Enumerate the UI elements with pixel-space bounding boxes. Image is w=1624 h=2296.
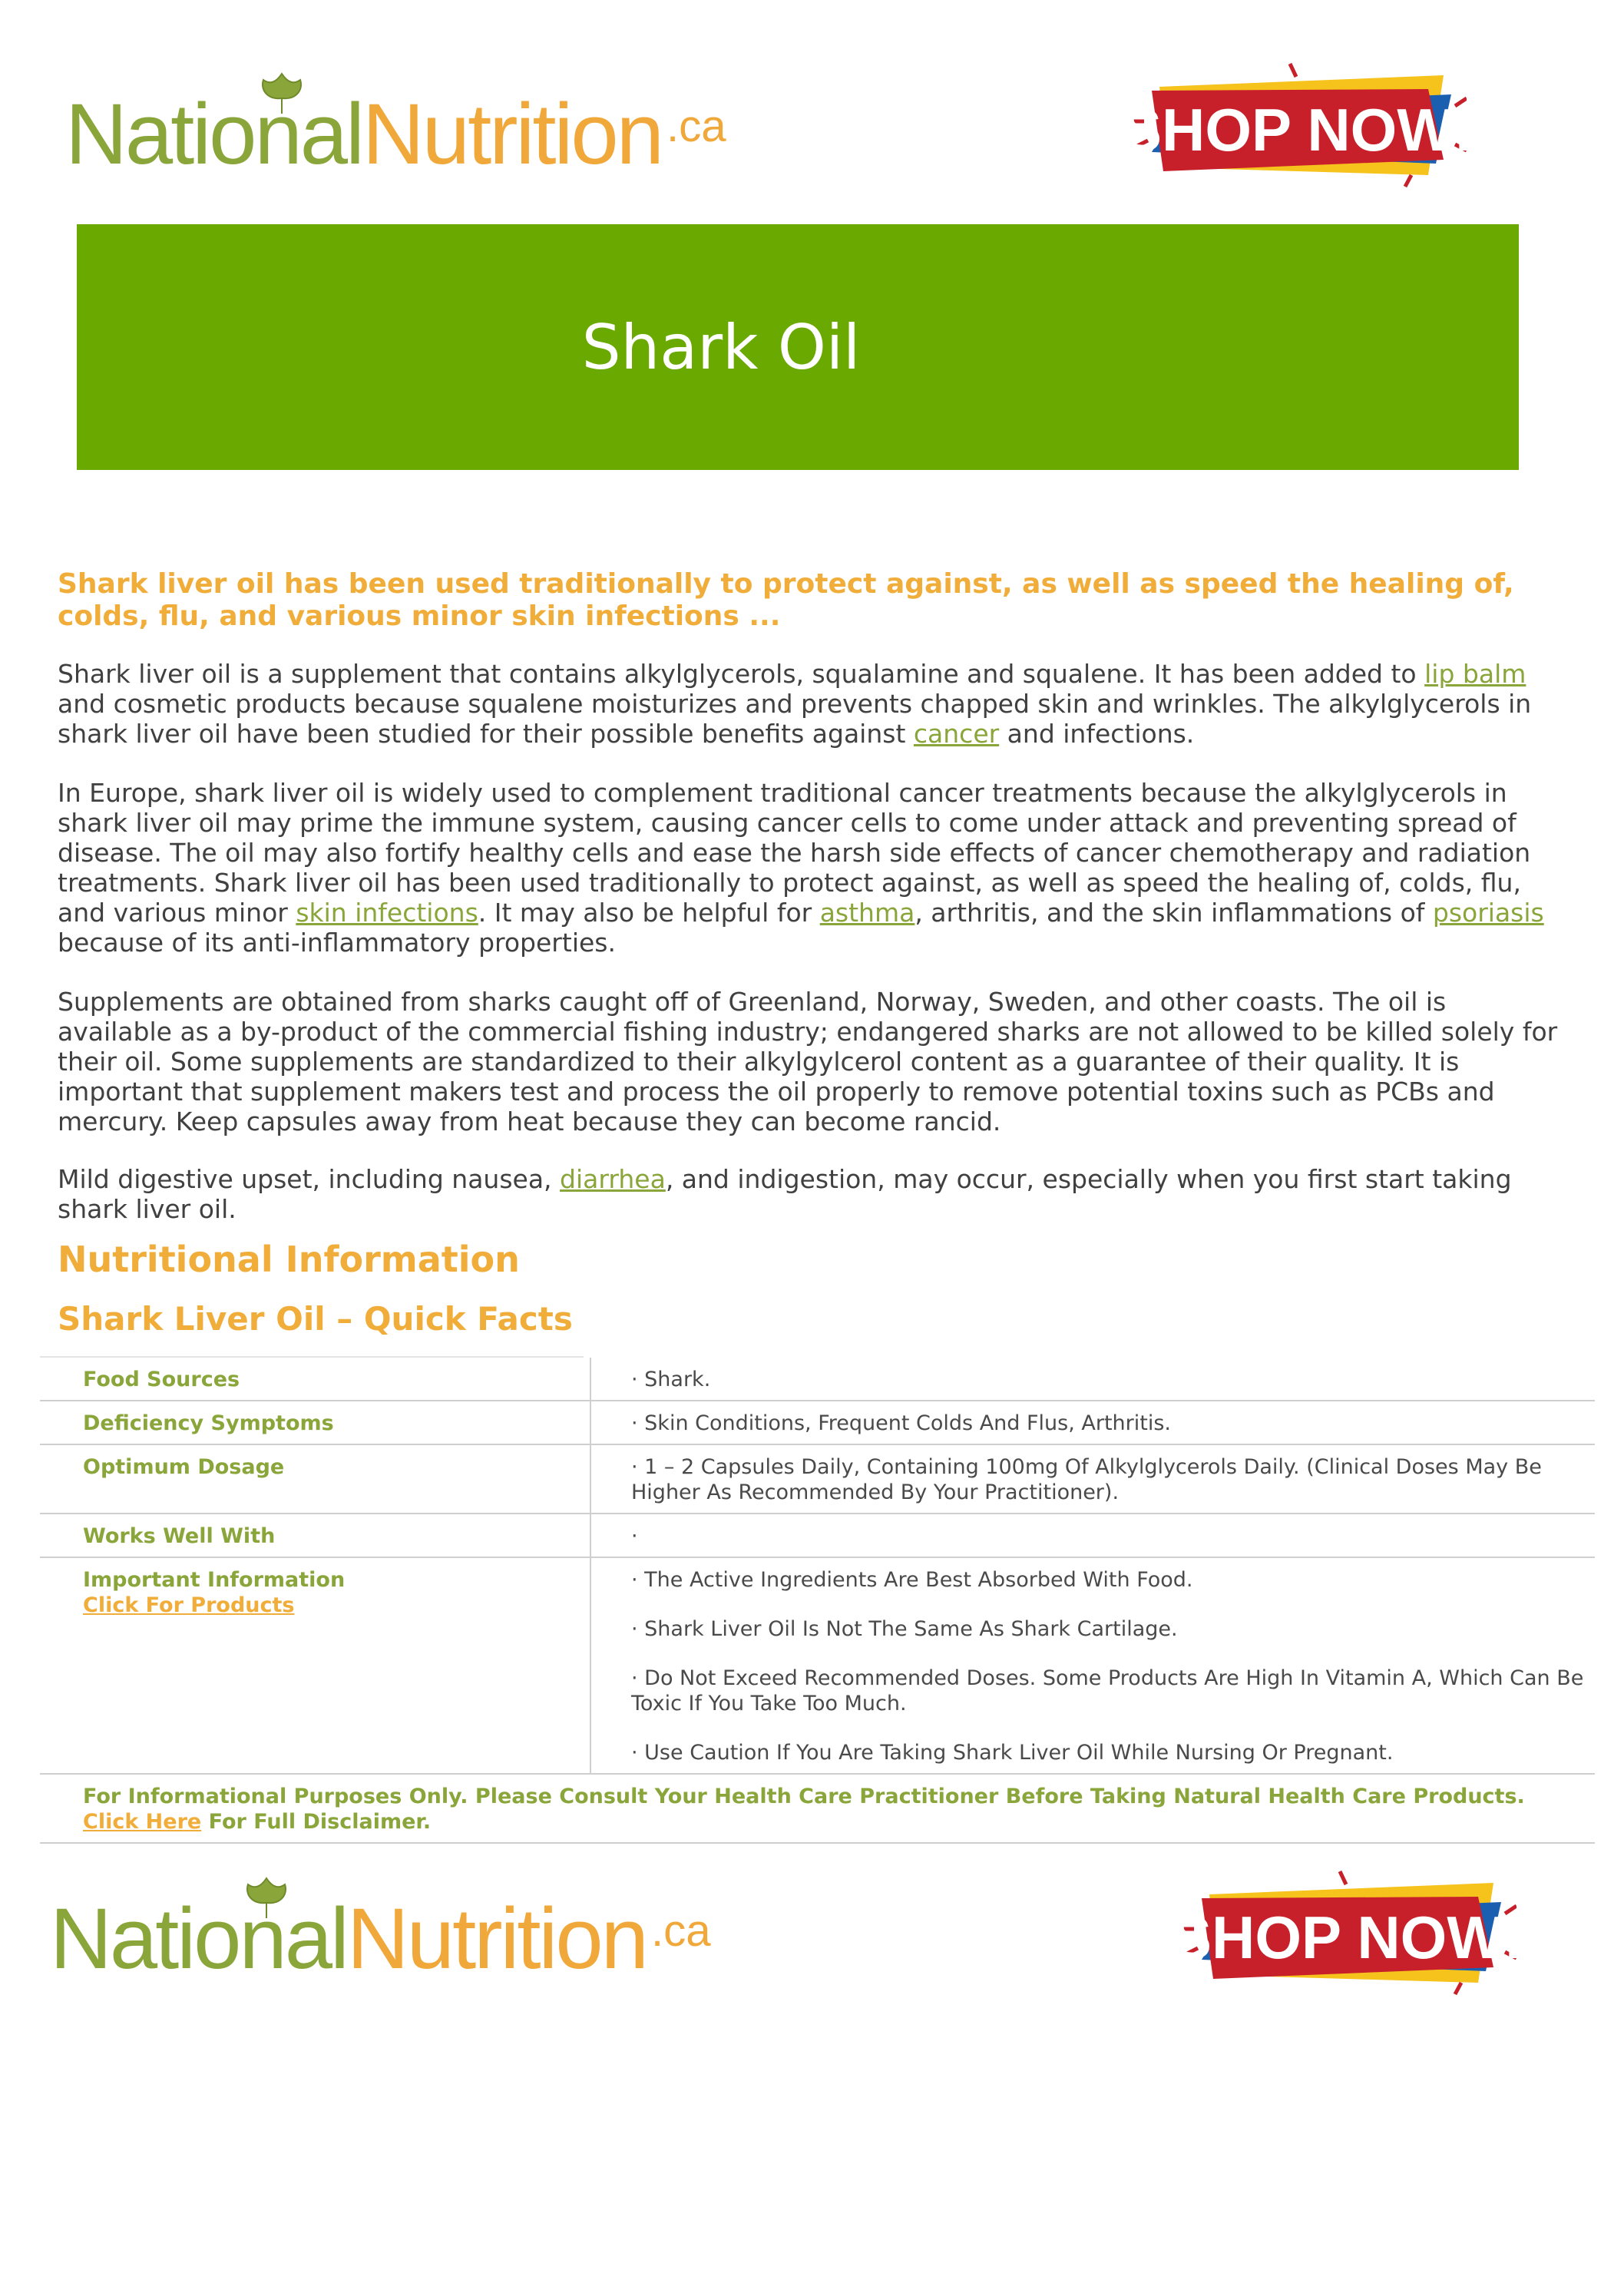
p2-text-d: because of its anti-inflammatory properties.	[58, 928, 616, 958]
logo-bottom[interactable]	[50, 1874, 711, 1989]
p4-text-a: Mild digestive upset, including nausea,	[58, 1164, 561, 1194]
logo-nutrition-text: Nutrition	[346, 1891, 647, 1987]
skin-infections-link[interactable]: skin infections	[296, 898, 478, 928]
p1-text-b: and cosmetic products because squalene moisturizes and prevents chapped skin and wrinkles. The alkylglycerols in shark liver oil have been studied for their possible benefits against	[58, 689, 1532, 749]
quick-facts-heading: Shark Liver Oil – Quick Facts	[58, 1300, 573, 1338]
row-value: · 1 – 2 Capsules Daily, Containing 100mg Of Alkylglycerols Daily. (Clinical Doses May Be Higher As Recommended By Your Practitioner).	[590, 1444, 1595, 1514]
cancer-link[interactable]: cancer	[913, 719, 1000, 749]
logo-national-text: National	[65, 86, 362, 182]
disclaimer-row	[40, 1774, 1595, 1843]
disclaimer	[40, 1774, 1595, 1843]
disclaimer-link[interactable]: Click Here	[83, 1810, 202, 1834]
important-item: · Use Caution If You Are Taking Shark Liver Oil While Nursing Or Pregnant.	[631, 1741, 1394, 1765]
important-item: · The Active Ingredients Are Best Absorbed With Food.	[631, 1568, 1193, 1592]
diarrhea-link[interactable]: diarrhea	[560, 1164, 666, 1194]
table-row	[40, 1557, 1595, 1774]
nutrition-heading: Nutritional Information	[58, 1239, 520, 1280]
logo-top[interactable]	[65, 69, 726, 184]
row-value: · Shark.	[590, 1358, 1595, 1401]
shop-now-badge-icon	[1156, 1868, 1517, 1998]
row-label: Optimum Dosage	[40, 1444, 590, 1514]
p4-text-b: , and indigestion, may occur, especially when you first start taking shark liver oil.	[58, 1164, 1512, 1224]
p2-text-c: , arthritis, and the skin inflammations of	[915, 898, 1433, 928]
psoriasis-link[interactable]: psoriasis	[1432, 898, 1544, 928]
paragraph-2	[58, 778, 1563, 958]
click-for-products-link[interactable]: Click For Products	[83, 1593, 295, 1617]
row-value: · Skin Conditions, Frequent Colds And Flus, Arthritis.	[590, 1401, 1595, 1444]
paragraph-1	[58, 659, 1563, 749]
row-label: Food Sources	[40, 1358, 590, 1401]
table-row	[40, 1358, 1595, 1401]
shop-now-badge-icon	[1106, 60, 1467, 190]
paragraph-3: Supplements are obtained from sharks caught off of Greenland, Norway, Sweden, and other coasts. The oil is available as a by-product of the commercial fishing industry; endangered sharks are not allowed to be killed solely for their oil. Some supplements are standardized to their alkylgylcerol content as a guarantee of their quality. It is important that supplement makers test and process the oil properly to remove potential toxins such as PCBs and mercury. Keep capsules away from heat because they can become rancid.	[58, 987, 1558, 1136]
row-label: Deficiency Symptoms	[40, 1401, 590, 1444]
intro-headline: Shark liver oil has been used traditionally to protect against, as well as speed the healing of, colds, flu, and various minor skin infections ...	[58, 568, 1514, 632]
disclaimer-text-a: For Informational Purposes Only. Please Consult Your Health Care Practitioner Before Taking Natural Health Care Products.	[83, 1785, 1525, 1808]
p1-text-a: Shark liver oil is a supplement that contains alkylglycerols, squalamine and squalene. It has been added to	[58, 659, 1425, 689]
row-label: Works Well With	[40, 1514, 590, 1557]
table-row	[40, 1514, 1595, 1557]
logo-ca-text: .ca	[666, 101, 726, 151]
row-value: ·	[590, 1514, 1595, 1557]
important-label-cell	[40, 1557, 590, 1774]
logo-nutrition-text: Nutrition	[362, 86, 662, 182]
paragraph-4	[58, 1164, 1563, 1224]
quick-facts-table	[40, 1358, 1595, 1844]
important-item: · Do Not Exceed Recommended Doses. Some Products Are High In Vitamin A, Which Can Be Toxic If You Take Too Much.	[631, 1666, 1584, 1715]
p1-text-c: and infections.	[999, 719, 1195, 749]
p2-text-a: In Europe, shark liver oil is widely used to complement traditional cancer treatments because the alkylglycerols in shark liver oil may prime the immune system, causing cancer cells to come under attack and preventing spread of disease. The oil may also fortify healthy cells and ease the harsh side effects of cancer chemotherapy and radiation treatments. Shark liver oil has been used traditionally to protect against, as well as speed the healing of, colds, flu, and various minor	[58, 778, 1531, 928]
table-row	[40, 1401, 1595, 1444]
disclaimer-text-b: For Full Disclaimer.	[201, 1810, 432, 1834]
asthma-link[interactable]: asthma	[819, 898, 915, 928]
logo-ca-text: .ca	[650, 1906, 711, 1956]
important-label: Important Information	[83, 1568, 346, 1592]
logo-national-text: National	[50, 1891, 347, 1987]
shop-now-label: SHOP NOW!	[1172, 1904, 1517, 1971]
table-row	[40, 1444, 1595, 1514]
page-title: Shark Oil	[581, 311, 861, 383]
shop-now-button-top[interactable]	[1106, 60, 1467, 190]
title-banner	[77, 224, 1519, 470]
lip-balm-link[interactable]: lip balm	[1424, 659, 1526, 689]
shop-now-label: SHOP NOW!	[1122, 96, 1467, 164]
p2-text-b: . It may also be helpful for	[478, 898, 820, 928]
shop-now-button-bottom[interactable]	[1156, 1868, 1517, 1998]
important-item: · Shark Liver Oil Is Not The Same As Shark Cartilage.	[631, 1617, 1178, 1641]
important-values	[590, 1557, 1595, 1774]
